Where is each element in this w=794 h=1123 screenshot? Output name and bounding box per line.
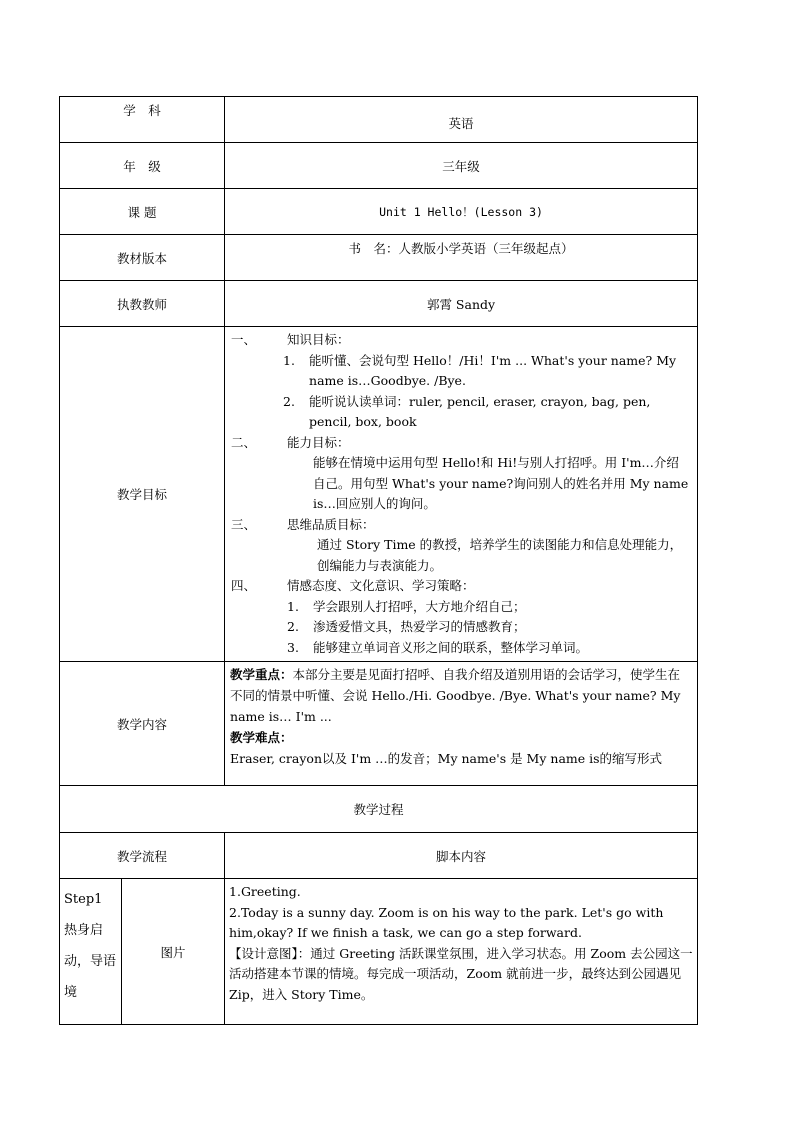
row-process-title [60, 786, 698, 833]
key-points-text: 本部分主要是见面打招呼、自我介绍及道别用语的会话学习，使学生在不同的情景中听懂、会说 Hello./Hi. Goodbye. /Bye. What's your name? My name is… I'm ... [230, 667, 681, 724]
goal-section-title: 能力目标： [287, 434, 350, 450]
edition-label: 教材版本 [60, 235, 225, 281]
goal-item: 2. 能听说认读单词：ruler, pencil, eraser, crayon, bag, pen, pencil, box, book [283, 393, 651, 429]
flow-header: 教学流程 [60, 833, 225, 879]
goals-content [225, 327, 698, 662]
goal-section-knowledge: 一、 知识目标： [231, 330, 691, 351]
goals-label: 教学目标 [60, 327, 225, 662]
difficult-points-label: 教学难点 [230, 730, 281, 745]
topic-label: 课 题 [60, 189, 225, 235]
goal-section-ability: 二、 能力目标： [231, 433, 691, 454]
teacher-label: 执教教师 [60, 281, 225, 327]
row-topic [60, 189, 698, 235]
lesson-plan-table [59, 96, 698, 1025]
row-grade [60, 143, 698, 189]
goal-item: 1. 学会跟别人打招呼，大方地介绍自己； [287, 598, 526, 614]
content-text [225, 662, 698, 786]
row-content [60, 662, 698, 786]
key-points-label: 教学重点 [230, 667, 281, 682]
teacher-value: 郭霄 Sandy [225, 281, 698, 327]
script-header: 脚本内容 [225, 833, 698, 879]
row-process-header [60, 833, 698, 879]
row-edition [60, 235, 698, 281]
row-subject [60, 97, 698, 143]
row-teacher [60, 281, 698, 327]
topic-value: Unit 1 Hello！(Lesson 3) [225, 189, 698, 235]
row-goals [60, 327, 698, 662]
goal-thinking-text: 通过 Story Time 的教授，培养学生的读图能力和信息处理能力，创编能力与表演能力。 [317, 537, 683, 573]
goal-section-thinking: 三、 思维品质目标： [231, 515, 691, 536]
script-line: 2.Today is a sunny day. Zoom is on his way to the park. Let's go with him,okay? If we finish a task, we can go a step forward. [229, 904, 664, 940]
grade-label: 年 级 [60, 143, 225, 189]
subject-label: 学 科 [60, 97, 225, 143]
script-line: 【设计意图】：通过 Greeting 活跃课堂氛围，进入学习状态。用 Zoom 去公园这一活动搭建本节课的情境。每完成一项活动，Zoom 就前进一步，最终达到公园遇见 Zip，进入 Story Time。 [229, 945, 693, 1002]
goal-section-emotion: 四、 情感态度、文化意识、学习策略： [231, 576, 691, 597]
process-title: 教学过程 [60, 786, 698, 833]
difficult-points-text: Eraser, crayon以及 I'm …的发音；My name's 是 My name is的缩写形式 [230, 751, 663, 766]
subject-value: 英语 [225, 97, 698, 143]
step1-name: Step1 热身启动，导语境 [60, 879, 122, 1025]
script-line: 1.Greeting. [229, 884, 301, 899]
goal-ability-text: 能够在情境中运用句型 Hello!和 Hi!与别人打招呼。用 I'm…介绍自己。用句型 What's your name?询问别人的姓名并用 My name is…回应别人的询问。 [313, 455, 689, 511]
goal-item: 2. 渗透爱惜文具，热爱学习的情感教育； [287, 619, 526, 634]
step1-script [225, 879, 698, 1025]
edition-value: 书 名：人教版小学英语（三年级起点） [225, 235, 698, 281]
goal-item: 1. 能听懂、会说句型 Hello！/Hi！I'm ... What's your name? My name is…Goodbye. /Bye. [283, 352, 677, 388]
content-label: 教学内容 [60, 662, 225, 786]
key-points: 教学重点：本部分主要是见面打招呼、自我介绍及道别用语的会话学习，使学生在不同的情景中听懂、会说 Hello./Hi. Goodbye. /Bye. What's your name? My name is… I'm ... [230, 667, 681, 724]
goal-section-title: 情感态度、文化意识、学习策略： [287, 578, 475, 593]
goal-section-title: 思维品质目标： [287, 516, 375, 532]
difficult-points: 教学难点： [230, 730, 293, 745]
goal-section-title: 知识目标： [287, 332, 350, 347]
goal-item: 3. 能够建立单词音义形之间的联系，整体学习单词。 [287, 639, 589, 655]
row-step1 [60, 879, 698, 1025]
step1-media: 图片 [122, 879, 225, 1025]
grade-value: 三年级 [225, 143, 698, 189]
